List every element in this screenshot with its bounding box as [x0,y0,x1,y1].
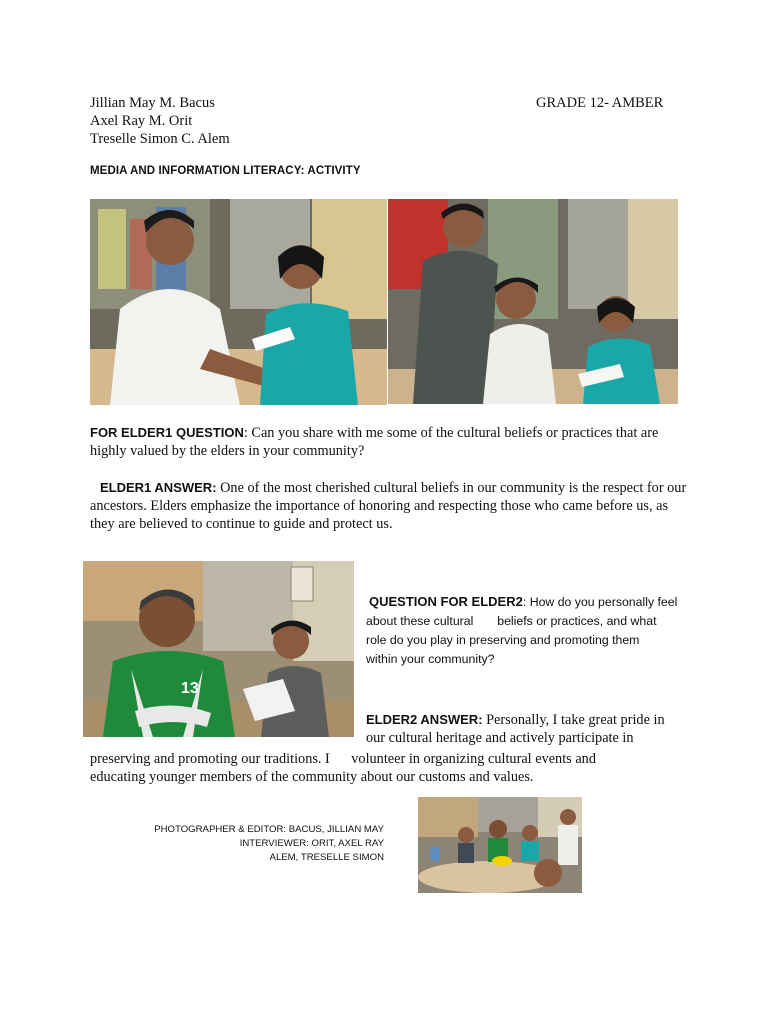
grade-section: GRADE 12- AMBER [536,95,664,111]
interview-photo-elder1-b [388,199,678,404]
elder2-answer-label: ELDER2 ANSWER: [366,712,483,727]
group-photo [418,797,582,893]
elder2-answer-line: educating younger members of the community about our customs and values. [90,769,534,785]
jersey-number: 13 [181,680,199,697]
photo-credits [150,823,384,865]
elder2-answer-line: our cultural heritage and actively participate in [366,730,634,746]
elder2-question-line: about these cultural beliefs or practices, and what [366,614,657,628]
author-names [90,94,230,148]
elder1-question-text: Can you share with me some of the cultural beliefs or practices that are highly valued by the elders in your community? [90,425,659,459]
elder1-answer-text: One of the most cherished cultural beliefs in our community is the respect for our ancestors. Elders emphasize the importance of honoring and respecting those who came before us, as they are believed to continue to guide and protect us. [90,480,687,532]
elder2-answer-line: Personally, I take great pride in [482,712,665,728]
elder2-answer-bottom [90,750,700,786]
elder1-question-colon: : [243,425,248,441]
elder2-answer-top [366,711,686,747]
credit-line: PHOTOGRAPHER & EDITOR: BACUS, JILLIAN MAY [154,824,384,835]
elder1-answer [90,479,690,533]
author-name: Jillian May M. Bacus [90,95,215,111]
elder2-question-line: within your community? [366,652,495,666]
interview-photo-elder1-a [90,199,387,405]
document-title: MEDIA AND INFORMATION LITERACY: ACTIVITY [90,165,361,177]
elder2-question-label: QUESTION FOR ELDER2 [369,594,523,609]
credit-line: ALEM, TRESELLE SIMON [269,852,384,863]
elder2-question-line: role do you play in preserving and promoting them [366,633,640,647]
elder1-answer-label: ELDER1 ANSWER: [100,480,217,495]
elder1-question [90,424,690,460]
elder2-answer-line: preserving and promoting our traditions. I volunteer in organizing cultural events and [90,751,596,767]
elder1-question-label: FOR ELDER1 QUESTION [90,425,244,440]
interview-photo-elder2 [83,561,354,737]
credit-line: INTERVIEWER: ORIT, AXEL RAY [239,838,384,849]
elder2-question-line: : How do you personally feel [522,595,678,609]
elder2-question [366,592,686,669]
author-name: Treselle Simon C. Alem [90,131,230,147]
author-name: Axel Ray M. Orit [90,113,193,129]
